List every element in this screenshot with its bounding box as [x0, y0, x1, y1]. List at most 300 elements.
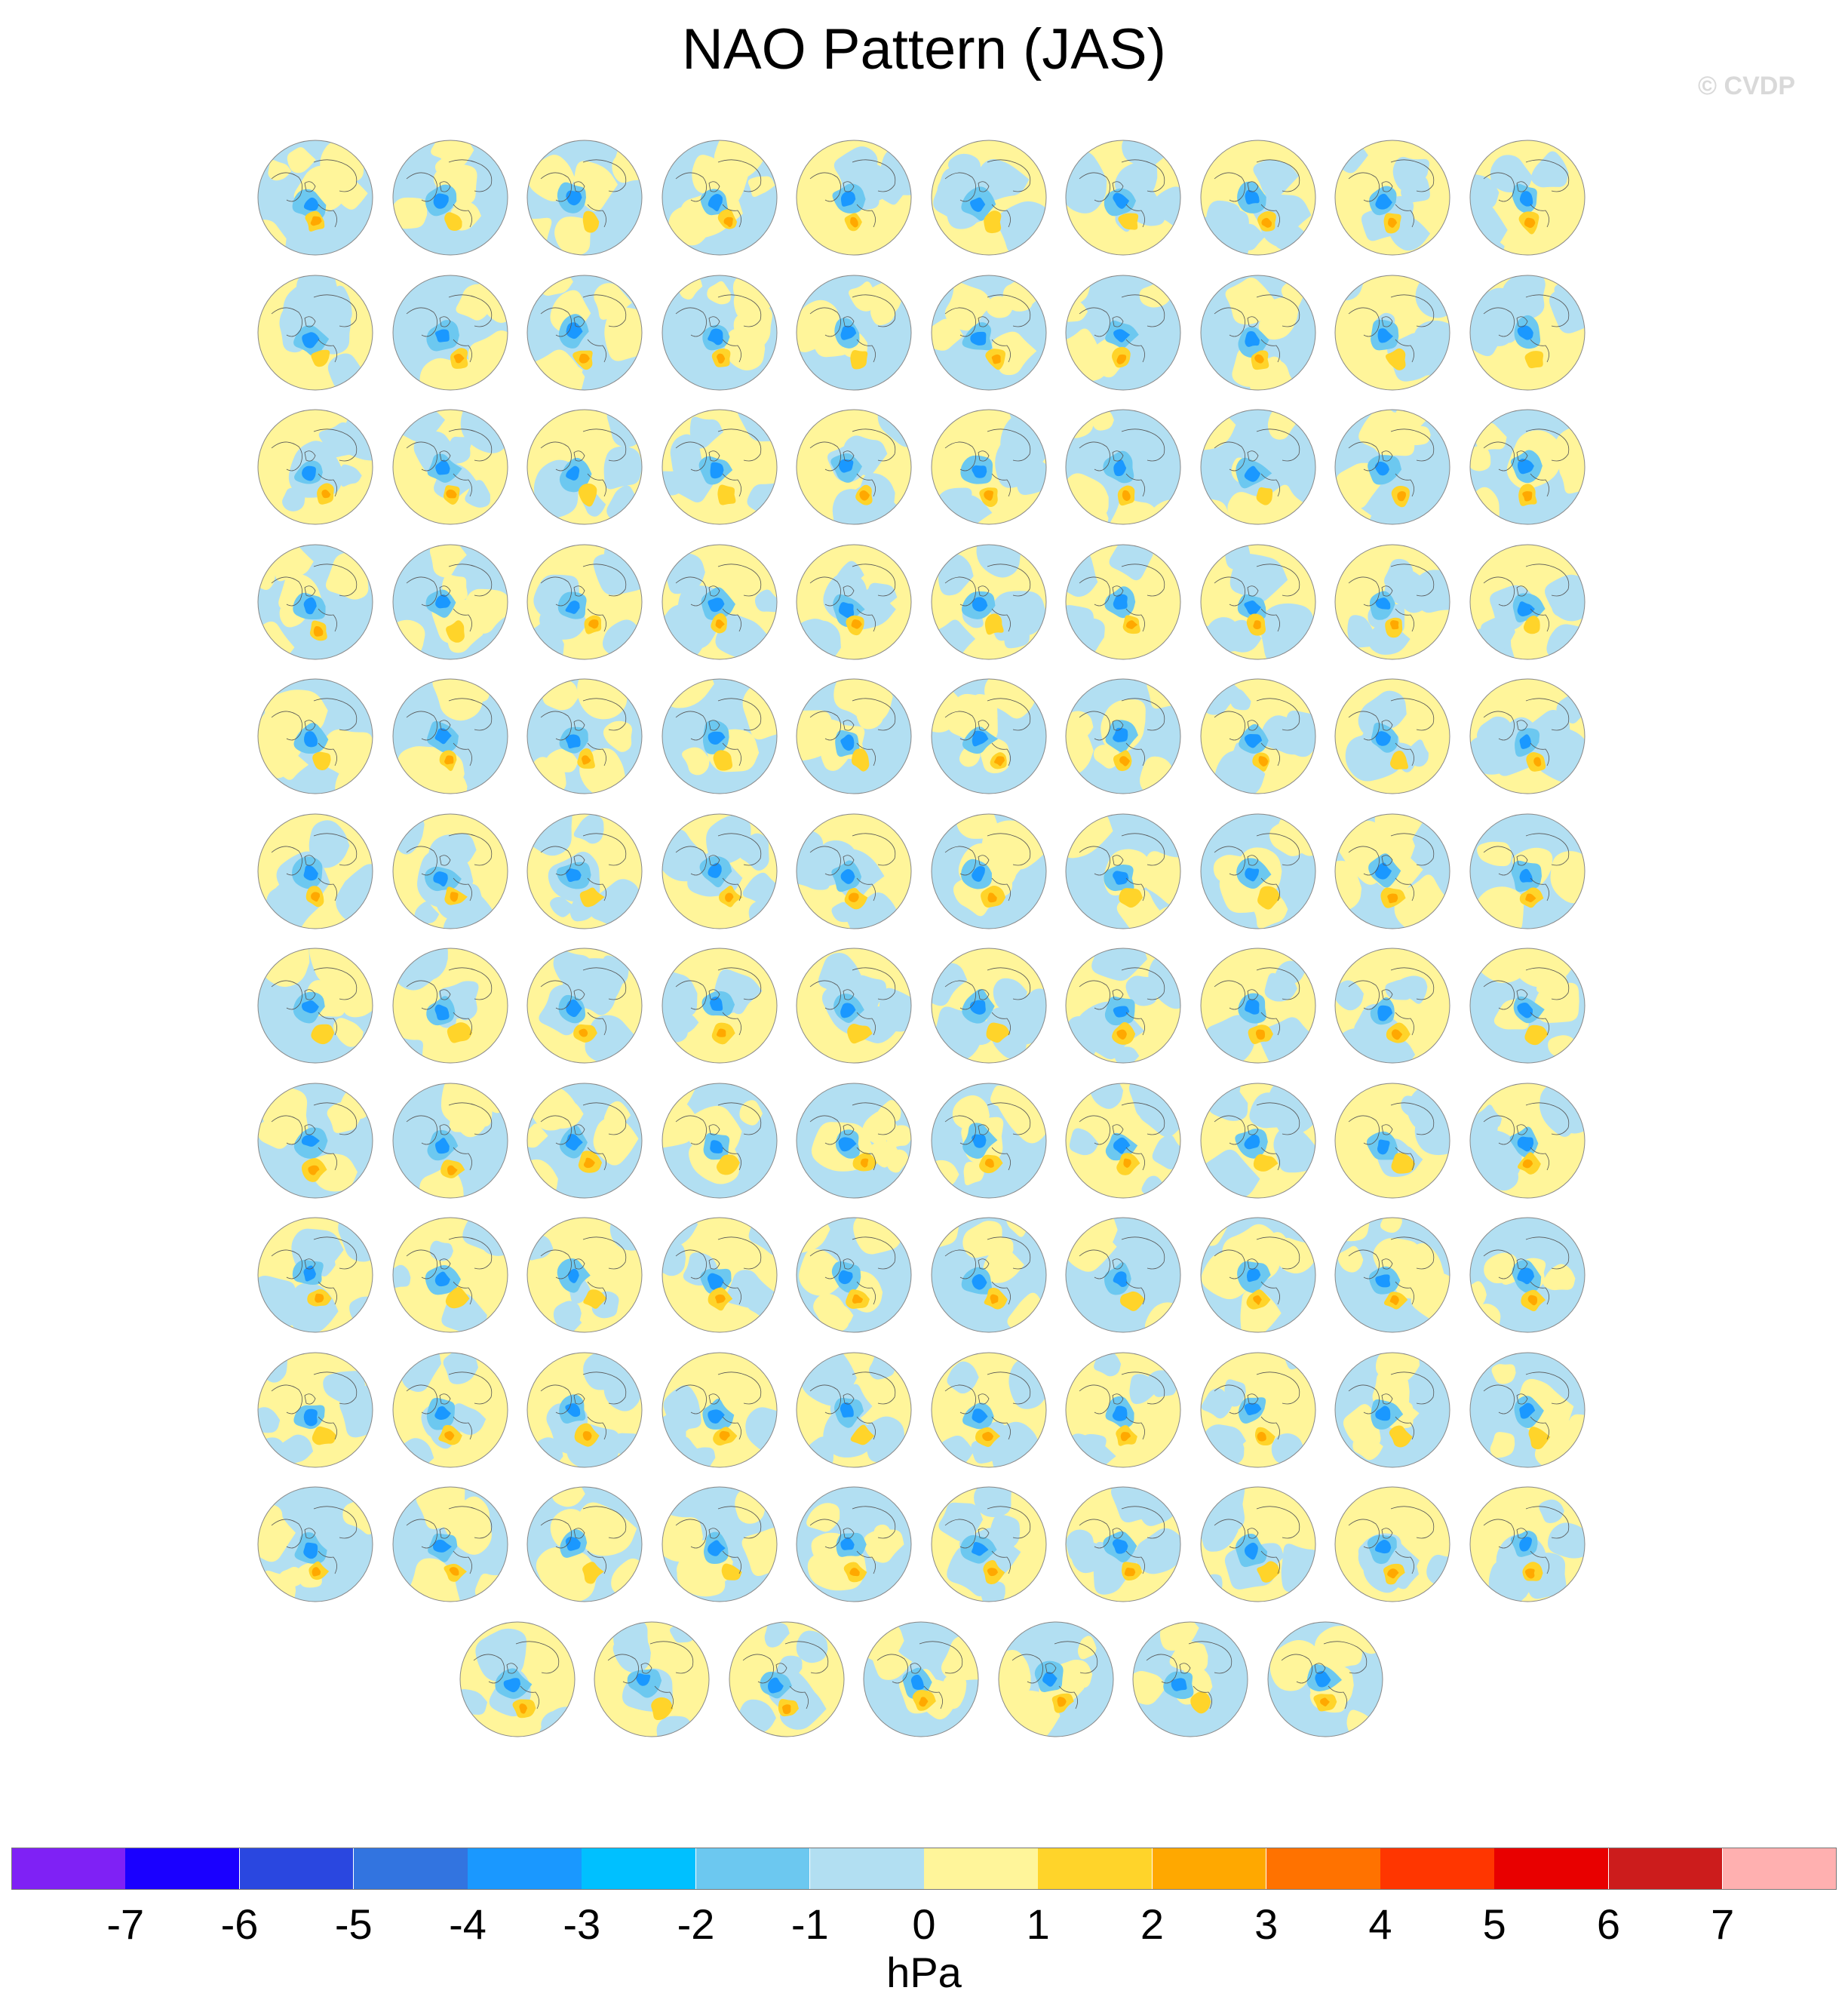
map-field: [794, 261, 914, 397]
polar-map: [726, 1608, 847, 1743]
map-field: [794, 665, 914, 800]
map-panel: [659, 395, 780, 531]
map-panel: [524, 261, 645, 397]
polar-map: [524, 1338, 645, 1474]
map-panel: [255, 395, 376, 531]
polar-map: [1467, 395, 1588, 531]
polar-map: [794, 1203, 914, 1339]
polar-map: [1198, 126, 1318, 262]
polar-map: [390, 261, 511, 397]
map-panel: [1332, 530, 1453, 666]
map-panel: [794, 530, 914, 666]
map-field: [929, 1069, 1049, 1205]
map-panel: [255, 934, 376, 1070]
map-panel: [524, 934, 645, 1070]
polar-map: [1332, 665, 1453, 800]
map-panel: [390, 1203, 511, 1339]
colorbar-bin: [240, 1848, 355, 1890]
map-panel: [794, 395, 914, 531]
map-panel: [794, 1338, 914, 1474]
field-anomaly: [869, 1347, 895, 1379]
field-anomaly: [794, 299, 840, 352]
field-anomaly: [1281, 1544, 1318, 1592]
polar-map: [1467, 1069, 1588, 1205]
polar-map: [794, 1069, 914, 1205]
map-panel: [929, 665, 1049, 800]
map-field: [929, 261, 1049, 397]
map-field: [861, 1608, 981, 1743]
map-field: [659, 934, 780, 1070]
nao-high-core: [782, 1704, 790, 1714]
nao-low-core: [1171, 1678, 1187, 1691]
map-panel: [255, 800, 376, 935]
map-panel: [794, 126, 914, 262]
field-anomaly: [1284, 1345, 1307, 1369]
map-field: [794, 1473, 914, 1608]
map-panel: [390, 800, 511, 935]
map-panel: [457, 1608, 578, 1743]
map-field: [1063, 1473, 1183, 1608]
polar-map: [794, 1338, 914, 1474]
map-field: [929, 395, 1049, 531]
map-field: [1467, 934, 1588, 1070]
field-anomaly: [657, 1716, 693, 1743]
polar-map: [1467, 1473, 1588, 1608]
map-field: [1198, 126, 1318, 262]
map-panel: [524, 800, 645, 935]
polar-map: [996, 1608, 1116, 1743]
polar-map: [1063, 934, 1183, 1070]
colorbar-tick-label: 2: [1140, 1900, 1165, 1948]
map-field: [794, 530, 914, 666]
field-anomaly: [524, 800, 573, 855]
field-anomaly: [1288, 1031, 1313, 1058]
map-field: [1198, 1338, 1318, 1474]
polar-map: [524, 261, 645, 397]
map-field: [524, 665, 645, 800]
map-panel: [1198, 126, 1318, 262]
field-anomaly: [659, 1239, 686, 1276]
map-panel: [1063, 1203, 1183, 1339]
polar-map: [1198, 1338, 1318, 1474]
colorbar-bin: [1723, 1848, 1837, 1890]
map-panel: [255, 1203, 376, 1339]
map-panel: [1332, 261, 1453, 397]
polar-map: [861, 1608, 981, 1743]
map-field: [996, 1608, 1116, 1743]
nao-high-core: [1125, 1568, 1135, 1576]
polar-map: [929, 1069, 1049, 1205]
field-anomaly: [478, 1212, 511, 1256]
map-field: [794, 1069, 914, 1205]
map-panel: [524, 665, 645, 800]
field-anomaly: [390, 619, 425, 662]
polar-map: [1063, 1338, 1183, 1474]
polar-map: [1265, 1608, 1386, 1743]
map-field: [524, 395, 645, 531]
map-field: [659, 530, 780, 666]
map-field: [1198, 1069, 1318, 1205]
map-field: [390, 126, 511, 262]
map-field: [1198, 1473, 1318, 1608]
map-field: [1198, 800, 1318, 935]
polar-map: [1063, 126, 1183, 262]
map-field: [255, 1473, 376, 1608]
colorbar-bin: [125, 1848, 240, 1890]
map-panel: [1063, 665, 1183, 800]
map-field: [929, 934, 1049, 1070]
polar-map: [929, 934, 1049, 1070]
polar-map: [591, 1608, 712, 1743]
map-panel: [861, 1608, 981, 1743]
map-field: [255, 530, 376, 666]
map-field: [390, 1338, 511, 1474]
map-field: [659, 1338, 780, 1474]
polar-map: [1063, 1203, 1183, 1339]
nao-high-outer: [717, 484, 735, 505]
polar-map: [659, 1069, 780, 1205]
polar-map: [1198, 665, 1318, 800]
colorbar-bin: [354, 1848, 468, 1890]
polar-map: [1467, 126, 1588, 262]
polar-map: [1063, 800, 1183, 935]
map-field: [255, 1203, 376, 1339]
polar-map: [1198, 530, 1318, 666]
polar-map: [1467, 261, 1588, 397]
map-panel: [659, 934, 780, 1070]
map-panel: [255, 1338, 376, 1474]
map-panel: [1198, 1069, 1318, 1205]
polar-map: [929, 1473, 1049, 1608]
polar-map: [390, 395, 511, 531]
map-panel: [1332, 1473, 1453, 1608]
map-panel: [1063, 800, 1183, 935]
colorbar-bin: [468, 1848, 582, 1890]
field-anomaly: [1147, 671, 1183, 709]
colorbar-tick-label: -7: [106, 1900, 145, 1948]
colorbar-bin: [1609, 1848, 1724, 1890]
map-panel: [996, 1608, 1116, 1743]
map-field: [390, 395, 511, 531]
polar-map: [255, 800, 376, 935]
colorbar-bin: [1494, 1848, 1609, 1890]
map-field: [794, 126, 914, 262]
map-panel: [1332, 1203, 1453, 1339]
map-field: [726, 1608, 847, 1743]
polar-map: [255, 1203, 376, 1339]
map-field: [659, 1473, 780, 1608]
map-field: [794, 934, 914, 1070]
colorbar-tick-label: 4: [1368, 1900, 1392, 1948]
map-panel: [794, 1069, 914, 1205]
map-panel: [390, 1473, 511, 1608]
map-field: [390, 1203, 511, 1339]
map-field: [1332, 126, 1453, 262]
colorbar-bin: [1038, 1848, 1153, 1890]
map-field: [659, 395, 780, 531]
map-field: [1467, 530, 1588, 666]
map-panel: [1198, 800, 1318, 935]
polar-map: [929, 800, 1049, 935]
field-anomaly: [258, 1348, 287, 1383]
colorbar-bin: [1266, 1848, 1381, 1890]
colorbar-tick-label: 5: [1482, 1900, 1506, 1948]
map-field: [524, 1069, 645, 1205]
polar-map: [794, 934, 914, 1070]
polar-map: [929, 1338, 1049, 1474]
polar-map: [659, 530, 780, 666]
map-field: [1467, 1069, 1588, 1205]
map-panel: [1063, 1473, 1183, 1608]
colorbar: [11, 1848, 1837, 1890]
polar-map: [1063, 1069, 1183, 1205]
map-field: [1332, 800, 1453, 935]
map-field: [255, 665, 376, 800]
map-panel: [255, 126, 376, 262]
polar-map: [1467, 800, 1588, 935]
map-field: [1063, 126, 1183, 262]
map-panel: [929, 800, 1049, 935]
map-panel: [929, 934, 1049, 1070]
map-panel: [1467, 530, 1588, 666]
map-panel: [1467, 1338, 1588, 1474]
map-field: [1063, 800, 1183, 935]
map-panel: [659, 530, 780, 666]
map-field: [390, 1069, 511, 1205]
polar-map: [1332, 530, 1453, 666]
polar-map: [1332, 126, 1453, 262]
map-panel: [390, 1338, 511, 1474]
map-field: [390, 261, 511, 397]
colorbar-tick-label: -1: [790, 1900, 829, 1948]
polar-map: [390, 530, 511, 666]
polar-map: [794, 665, 914, 800]
map-field: [1332, 1338, 1453, 1474]
map-panel: [390, 530, 511, 666]
map-panel: [255, 530, 376, 666]
map-panel: [1198, 261, 1318, 397]
map-panel: [524, 1338, 645, 1474]
polar-map: [255, 1473, 376, 1608]
polar-map: [390, 1203, 511, 1339]
map-panel: [591, 1608, 712, 1743]
polar-map: [1063, 395, 1183, 531]
map-panel: [1063, 1338, 1183, 1474]
map-field: [1265, 1608, 1386, 1743]
polar-map: [659, 261, 780, 397]
map-panel: [524, 395, 645, 531]
map-field: [794, 800, 914, 935]
polar-map: [457, 1608, 578, 1743]
map-panel: [794, 934, 914, 1070]
polar-map: [524, 800, 645, 935]
field-anomaly: [255, 1276, 299, 1328]
polar-map: [794, 261, 914, 397]
map-field: [255, 261, 376, 397]
polar-map: [255, 934, 376, 1070]
map-field: [1467, 126, 1588, 262]
field-anomaly: [1467, 1304, 1500, 1339]
cvdp-watermark: © CVDP: [1698, 72, 1795, 100]
map-field: [794, 395, 914, 531]
polar-map: [255, 395, 376, 531]
map-panel: [1332, 934, 1453, 1070]
map-panel: [659, 1069, 780, 1205]
colorbar-tick-label: 0: [912, 1900, 936, 1948]
colorbar-tick-label: -2: [677, 1900, 715, 1948]
polar-map: [524, 1473, 645, 1608]
polar-map: [390, 1338, 511, 1474]
polar-map: [524, 1069, 645, 1205]
polar-map: [1198, 1069, 1318, 1205]
polar-map: [1467, 665, 1588, 800]
map-panel: [659, 1203, 780, 1339]
polar-map: [524, 665, 645, 800]
polar-map: [390, 126, 511, 262]
map-field: [255, 126, 376, 262]
polar-map: [659, 1338, 780, 1474]
map-field: [659, 261, 780, 397]
map-field: [1332, 395, 1453, 531]
map-panel: [1332, 126, 1453, 262]
polar-map: [659, 1203, 780, 1339]
map-field: [1467, 1203, 1588, 1339]
map-field: [929, 800, 1049, 935]
field-anomaly: [1259, 603, 1315, 665]
field-anomaly: [1346, 1709, 1377, 1735]
field-anomaly: [474, 1574, 510, 1605]
field-anomaly: [1156, 905, 1183, 935]
polar-map: [929, 261, 1049, 397]
map-panel: [1332, 800, 1453, 935]
polar-map: [390, 1069, 511, 1205]
map-field: [929, 1338, 1049, 1474]
map-field: [929, 1473, 1049, 1608]
map-panel: [1467, 126, 1588, 262]
map-panel: [1198, 934, 1318, 1070]
map-field: [1467, 665, 1588, 800]
polar-map: [1063, 530, 1183, 666]
polar-map: [1332, 800, 1453, 935]
polar-map: [1332, 934, 1453, 1070]
map-field: [1332, 261, 1453, 397]
map-field: [1063, 665, 1183, 800]
polar-map: [1332, 261, 1453, 397]
polar-map: [255, 1069, 376, 1205]
polar-map: [1467, 530, 1588, 666]
map-field: [591, 1608, 712, 1743]
nao-low-core: [304, 1408, 318, 1426]
polar-map: [1467, 1203, 1588, 1339]
polar-map: [1332, 1473, 1453, 1608]
map-panel: [929, 395, 1049, 531]
map-field: [929, 1203, 1049, 1339]
map-panel: [1063, 530, 1183, 666]
polar-map: [659, 665, 780, 800]
map-field: [794, 1338, 914, 1474]
field-anomaly: [345, 413, 367, 435]
field-anomaly: [1063, 395, 1094, 438]
map-field: [1332, 1069, 1453, 1205]
map-panel: [524, 1069, 645, 1205]
colorbar-tick-label: 6: [1596, 1900, 1621, 1948]
field-anomaly: [390, 198, 427, 229]
field-anomaly: [974, 1473, 1011, 1517]
map-panel: [524, 530, 645, 666]
map-panel: [1332, 395, 1453, 531]
map-field: [390, 800, 511, 935]
polar-map: [659, 395, 780, 531]
map-field: [1332, 1203, 1453, 1339]
polar-map: [929, 1203, 1049, 1339]
map-panel: [390, 1069, 511, 1205]
map-field: [1467, 395, 1588, 531]
map-panel: [1198, 530, 1318, 666]
map-field: [1198, 934, 1318, 1070]
polar-map: [524, 1203, 645, 1339]
field-anomaly: [1198, 1478, 1245, 1534]
map-panel: [929, 261, 1049, 397]
colorbar-tick-label: 3: [1254, 1900, 1279, 1948]
map-field: [1063, 1338, 1183, 1474]
polar-map: [1198, 261, 1318, 397]
map-field: [524, 126, 645, 262]
map-panel: [794, 1473, 914, 1608]
map-field: [794, 1203, 914, 1339]
map-field: [255, 1338, 376, 1474]
map-panel: [1198, 1473, 1318, 1608]
map-panel: [1063, 934, 1183, 1070]
map-field: [1063, 261, 1183, 397]
map-field: [1332, 934, 1453, 1070]
map-panel: [726, 1608, 847, 1743]
map-panel: [1467, 934, 1588, 1070]
map-panel: [524, 126, 645, 262]
colorbar-tick-label: -6: [220, 1900, 259, 1948]
map-field: [390, 530, 511, 666]
map-panel: [659, 1338, 780, 1474]
polar-map: [255, 1338, 376, 1474]
map-panel: [794, 800, 914, 935]
polar-map: [659, 800, 780, 935]
map-field: [390, 665, 511, 800]
polar-map: [1332, 1069, 1453, 1205]
map-panel: [390, 665, 511, 800]
polar-map: [1467, 1338, 1588, 1474]
map-panel: [929, 126, 1049, 262]
polar-map: [794, 126, 914, 262]
map-field: [1467, 1473, 1588, 1608]
map-field: [1198, 261, 1318, 397]
map-field: [255, 800, 376, 935]
polar-map: [255, 261, 376, 397]
map-field: [390, 934, 511, 1070]
field-anomaly: [431, 1482, 465, 1516]
map-field: [1198, 395, 1318, 531]
polar-map: [794, 1473, 914, 1608]
map-panel: [1198, 665, 1318, 800]
polar-map: [1198, 800, 1318, 935]
map-panel: [255, 665, 376, 800]
polar-map: [524, 530, 645, 666]
map-panel: [390, 934, 511, 1070]
polar-map: [929, 126, 1049, 262]
map-panel: [1467, 665, 1588, 800]
map-panel: [524, 1473, 645, 1608]
map-panel: [1265, 1608, 1386, 1743]
polar-map: [255, 665, 376, 800]
polar-map: [1198, 1203, 1318, 1339]
